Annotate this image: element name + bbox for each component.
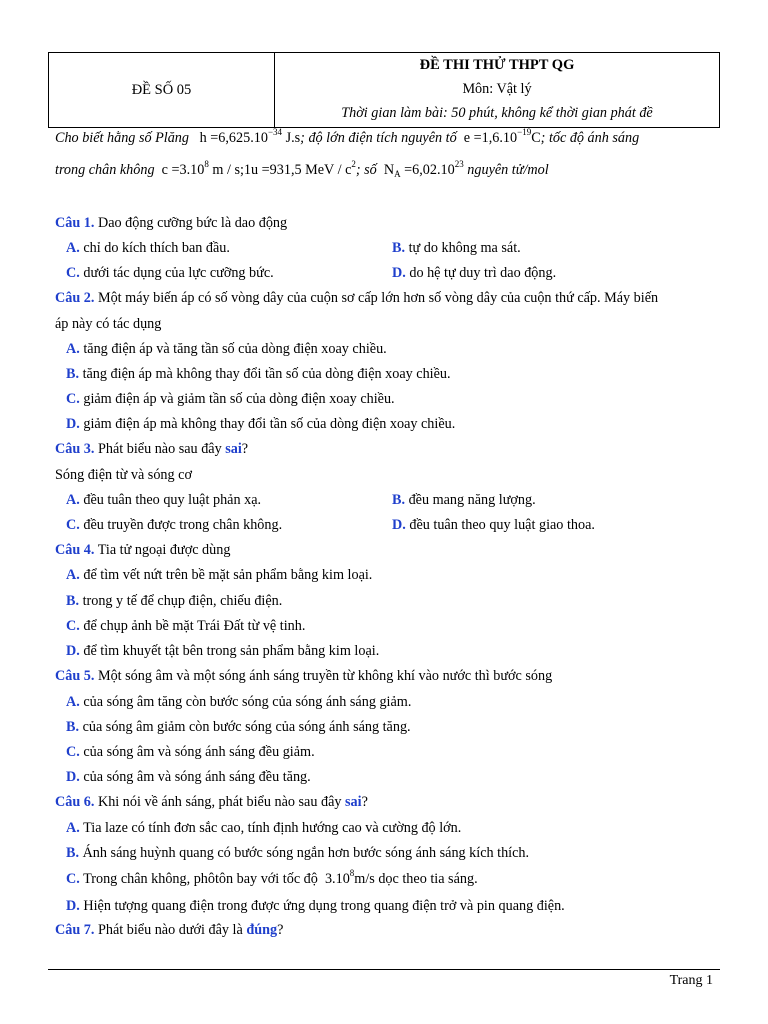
question-tail: ? xyxy=(241,441,249,457)
option-label: C. xyxy=(66,618,80,634)
option-label: C. xyxy=(66,265,80,281)
option-text: Tia laze có tính đơn sắc cao, tính định hướng cao và cường độ lớn. xyxy=(83,820,462,836)
option-text: Trong chân không, phôtôn bay với tốc độ xyxy=(83,871,318,887)
answer-option xyxy=(66,240,230,257)
constants-text: trong chân không xyxy=(55,162,155,178)
option-text: để tìm vết nứt trên bề mặt sản phẩm bằng kim loại. xyxy=(83,567,373,583)
c-squared-exponent: 2 xyxy=(351,159,356,169)
question-text: Phát biểu nào sau đây xyxy=(97,441,222,457)
constants-text: Cho biết hằng số Plăng xyxy=(55,130,189,146)
question-2 xyxy=(55,290,658,307)
emphasis-word: sai xyxy=(225,441,242,457)
option-label: C. xyxy=(66,391,80,407)
planck-symbol: h xyxy=(199,130,207,146)
answer-option xyxy=(392,240,521,257)
question-number: Câu 3. xyxy=(55,441,95,457)
avogadro-value: =6,02.10 xyxy=(404,162,455,178)
option-text: tăng điện áp và tăng tần số của dòng điện xoay chiều. xyxy=(83,341,387,357)
emphasis-word: sai xyxy=(345,794,362,810)
avogadro-subscript: A xyxy=(394,169,401,179)
option-label: C. xyxy=(66,871,80,887)
option-text: giảm điện áp mà không thay đổi tần số của dòng điện xoay chiều. xyxy=(83,416,456,432)
option-text: đều tuân theo quy luật phản xạ. xyxy=(83,492,262,508)
option-text: m/s dọc theo tia sáng. xyxy=(354,871,478,887)
exam-subject: Môn: Vật lý xyxy=(462,81,532,97)
answer-option xyxy=(392,265,556,282)
footer-divider xyxy=(48,969,720,970)
page-number: Trang 1 xyxy=(669,973,713,988)
question-text: Phát biểu nào dưới đây là xyxy=(97,922,243,938)
question-tail: ? xyxy=(361,794,368,810)
option-text: trong y tế để chụp điện, chiếu điện. xyxy=(82,593,283,609)
option-label: B. xyxy=(392,492,406,508)
answer-option xyxy=(66,618,305,635)
option-text: để tìm khuyết tật bên trong sản phẩm bằng kim loại. xyxy=(83,643,380,659)
question-number: Câu 6. xyxy=(55,794,95,810)
question-text: Dao động cưỡng bức là dao động xyxy=(97,215,288,231)
charge-exponent: −19 xyxy=(517,127,532,137)
option-label: C. xyxy=(66,744,80,760)
answer-option xyxy=(66,694,411,711)
question-number: Câu 1. xyxy=(55,215,95,231)
planck-unit: J.s xyxy=(285,130,301,146)
answer-option xyxy=(66,820,461,837)
option-text: chỉ do kích thích ban đầu. xyxy=(83,240,230,256)
mass-unit-value: m / s;1u =931,5 MeV / c xyxy=(212,162,352,178)
constants-text: ; độ lớn điện tích nguyên tố xyxy=(300,130,457,146)
answer-option xyxy=(66,492,261,509)
option-text: đều mang năng lượng. xyxy=(408,492,536,508)
option-text: tự do không ma sát. xyxy=(408,240,521,256)
option-label: A. xyxy=(66,694,80,710)
option-label: D. xyxy=(392,265,406,281)
question-text-continued: áp này có tác dụng xyxy=(55,316,162,332)
option-label: A. xyxy=(66,820,80,836)
option-text: giảm điện áp và giảm tần số của dòng điện xoay chiều. xyxy=(83,391,395,407)
option-text: đều truyền được trong chân không. xyxy=(83,517,283,533)
answer-option xyxy=(66,719,411,736)
question-number: Câu 7. xyxy=(55,922,95,938)
answer-option xyxy=(66,643,379,660)
charge-symbol: e xyxy=(463,130,471,146)
question-tail: ? xyxy=(277,922,284,938)
avogadro-exponent: 23 xyxy=(454,159,464,169)
option-label: B. xyxy=(392,240,406,256)
constants-text: nguyên tử/mol xyxy=(467,162,549,178)
option-text: của sóng âm và sóng ánh sáng đều tăng. xyxy=(83,769,311,785)
exam-time: Thời gian làm bài: 50 phút, không kể thời gian phát đề xyxy=(341,105,653,121)
answer-option xyxy=(392,492,536,509)
answer-option xyxy=(66,845,529,862)
option-text: Hiện tượng quang điện trong được ứng dụng trong quang điện trở và pin quang điện. xyxy=(83,898,565,914)
question-number: Câu 4. xyxy=(55,542,95,558)
option-label: A. xyxy=(66,492,80,508)
emphasis-word: đúng xyxy=(246,922,278,938)
constants-line-1 xyxy=(55,127,640,147)
option-text: Ánh sáng huỳnh quang có bước sóng ngắn hơn bước sóng ánh sáng kích thích. xyxy=(82,845,530,861)
answer-option xyxy=(66,744,315,761)
planck-value: =6,625.10 xyxy=(210,130,268,146)
answer-option xyxy=(66,265,274,282)
question-text: Một sóng âm và một sóng ánh sáng truyền từ không khí vào nước thì bước sóng xyxy=(97,668,553,684)
exam-title: ĐỀ THI THỬ THPT QG xyxy=(419,57,575,73)
question-text-continued: Sóng điện từ và sóng cơ xyxy=(55,467,192,483)
charge-value: =1,6.10 xyxy=(473,130,518,146)
option-label: D. xyxy=(66,769,80,785)
answer-option xyxy=(66,567,372,584)
avogadro-symbol: N xyxy=(383,162,395,178)
answer-option xyxy=(66,366,451,383)
constants-text: ; số xyxy=(355,162,377,178)
question-7 xyxy=(55,922,283,939)
option-text: của sóng âm tăng còn bước sóng của sóng ánh sáng giảm. xyxy=(83,694,412,710)
answer-option xyxy=(66,391,395,408)
option-label: D. xyxy=(66,898,80,914)
question-1 xyxy=(55,215,287,232)
question-number: Câu 5. xyxy=(55,668,95,684)
option-text: dưới tác dụng của lực cưỡng bức. xyxy=(83,265,274,281)
option-label: A. xyxy=(66,240,80,256)
speed-exponent: 8 xyxy=(349,868,355,878)
option-label: C. xyxy=(66,517,80,533)
option-label: D. xyxy=(66,416,80,432)
option-label: B. xyxy=(66,366,80,382)
constants-line-2 xyxy=(55,159,549,179)
option-text: của sóng âm và sóng ánh sáng đều giảm. xyxy=(83,744,315,760)
option-text: để chụp ảnh bề mặt Trái Đất từ vệ tinh. xyxy=(83,618,306,634)
question-number: Câu 2. xyxy=(55,290,95,306)
question-text: Khi nói về ánh sáng, phát biểu nào sau đây xyxy=(97,794,342,810)
option-label: B. xyxy=(66,845,80,861)
light-speed-value: c =3.10 xyxy=(161,162,205,178)
answer-option xyxy=(66,898,565,915)
option-text: tăng điện áp mà không thay đổi tần số của dòng điện xoay chiều. xyxy=(82,366,451,382)
option-text: do hệ tự duy trì dao động. xyxy=(409,265,557,281)
light-speed-exponent: 8 xyxy=(204,159,209,169)
option-label: D. xyxy=(66,643,80,659)
option-label: B. xyxy=(66,719,80,735)
question-text: Tia tử ngoại được dùng xyxy=(97,542,231,558)
answer-option xyxy=(66,517,282,534)
charge-unit: C xyxy=(531,130,541,146)
option-label: B. xyxy=(66,593,80,609)
question-6 xyxy=(55,794,368,811)
answer-option xyxy=(66,416,455,433)
option-label: A. xyxy=(66,567,80,583)
exam-title-block xyxy=(275,53,719,127)
answer-option xyxy=(66,593,282,610)
question-text: Một máy biến áp có số vòng dây của cuộn sơ cấp lớn hơn số vòng dây của cuộn thứ cấp. Máy biến xyxy=(97,290,659,306)
option-text: đều tuân theo quy luật giao thoa. xyxy=(409,517,595,533)
question-5 xyxy=(55,668,552,685)
exam-code: ĐỀ SỐ 05 xyxy=(49,53,275,127)
speed-value: 3.10 xyxy=(324,871,350,887)
answer-option xyxy=(66,868,478,888)
answer-option xyxy=(66,341,387,358)
answer-option xyxy=(66,769,311,786)
question-4 xyxy=(55,542,230,559)
constants-text: ; tốc độ ánh sáng xyxy=(540,130,640,146)
option-text: của sóng âm giảm còn bước sóng của sóng ánh sáng tăng. xyxy=(82,719,411,735)
question-3 xyxy=(55,441,248,458)
planck-exponent: −34 xyxy=(267,127,283,137)
answer-option xyxy=(392,517,595,534)
option-label: D. xyxy=(392,517,406,533)
exam-header-table xyxy=(48,52,720,128)
option-label: A. xyxy=(66,341,80,357)
